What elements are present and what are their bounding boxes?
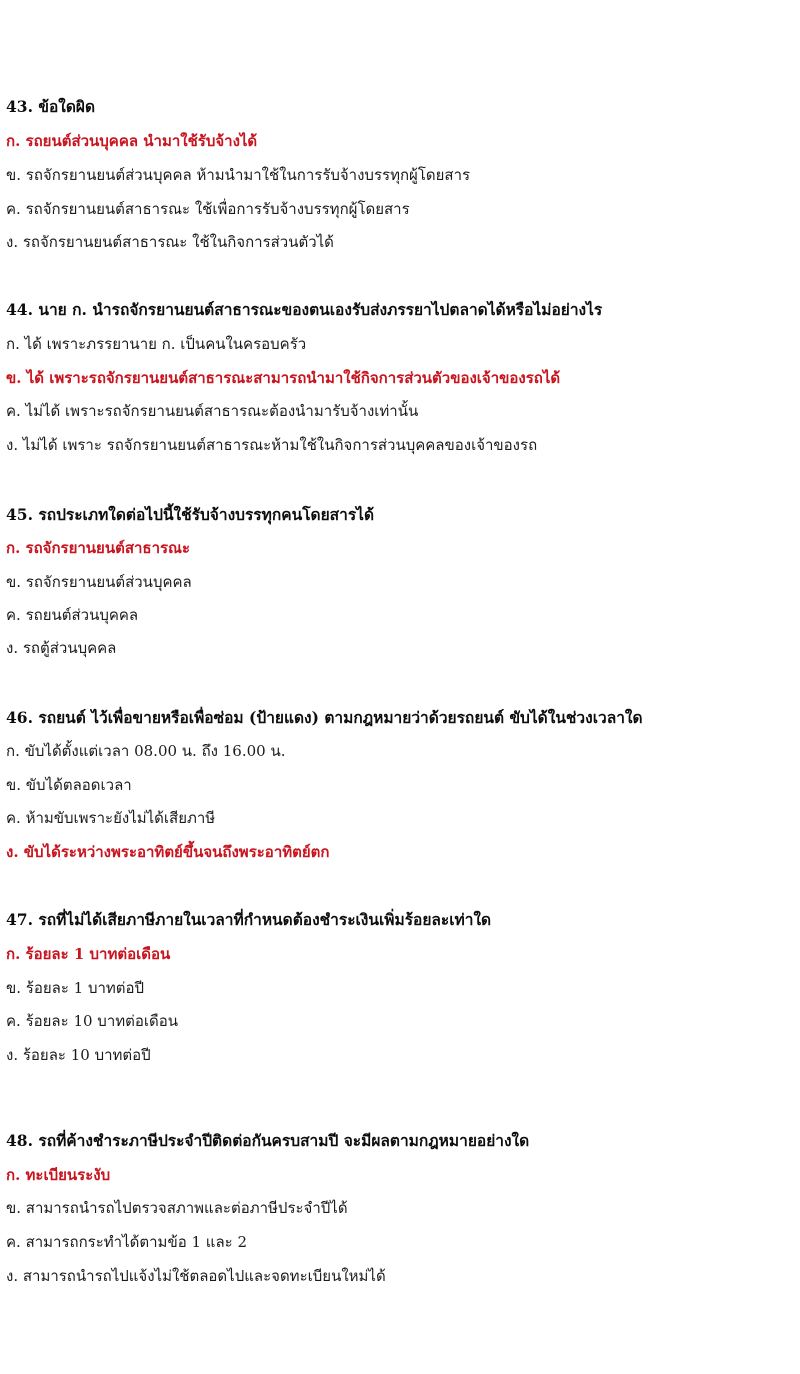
option: ค. รถจักรยานยนต์สาธารณะ ใช้เพื่อการรับจ้างบรรทุกผู้โดยสาร <box>6 200 410 218</box>
option: ข. ร้อยละ 1 บาทต่อปี <box>6 979 145 997</box>
option: ง. สามารถนำรถไปแจ้งไม่ใช้ตลอดไปและจดทะเบียนใหม่ได้ <box>6 1267 386 1285</box>
option-correct: ก. ทะเบียนระงับ <box>6 1166 111 1184</box>
option-correct: ก. รถจักรยานยนต์สาธารณะ <box>6 539 191 557</box>
option-correct: ง. ขับได้ระหว่างพระอาทิตย์ขึ้นจนถึงพระอาทิตย์ตก <box>6 843 330 861</box>
question-heading: 43. ข้อใดผิด <box>6 97 96 116</box>
option: ข. ขับได้ตลอดเวลา <box>6 776 132 794</box>
option-correct: ก. รถยนต์ส่วนบุคคล นำมาใช้รับจ้างได้ <box>6 132 258 150</box>
option: ค. ไม่ได้ เพราะรถจักรยานยนต์สาธารณะต้องนำมารับจ้างเท่านั้น <box>6 402 419 420</box>
question-heading: 46. รถยนต์ ไว้เพื่อขายหรือเพื่อซ่อม (ป้ายแดง) ตามกฎหมายว่าด้วยรถยนต์ ขับได้ในช่วงเวลาใด <box>6 708 643 727</box>
option: ง. รถตู้ส่วนบุคคล <box>6 639 117 657</box>
question-heading: 45. รถประเภทใดต่อไปนี้ใช้รับจ้างบรรทุกคนโดยสารได้ <box>6 505 375 524</box>
option: ค. ห้ามขับเพราะยังไม่ได้เสียภาษี <box>6 809 216 827</box>
option: ก. ได้ เพราะภรรยานาย ก. เป็นคนในครอบครัว <box>6 335 307 353</box>
question-heading: 48. รถที่ค้างชำระภาษีประจำปีติดต่อกันครบสามปี จะมีผลตามกฎหมายอย่างใด <box>6 1131 530 1150</box>
option: ค. ร้อยละ 10 บาทต่อเดือน <box>6 1012 179 1030</box>
question-heading: 47. รถที่ไม่ได้เสียภาษีภายในเวลาที่กำหนดต้องชำระเงินเพิ่มร้อยละเท่าใด <box>6 910 492 929</box>
option: ง. ร้อยละ 10 บาทต่อปี <box>6 1046 151 1064</box>
option: ง. ไม่ได้ เพราะ รถจักรยานยนต์สาธารณะห้ามใช้ในกิจการส่วนบุคคลของเจ้าของรถ <box>6 436 538 454</box>
option: ง. รถจักรยานยนต์สาธารณะ ใช้ในกิจการส่วนตัวได้ <box>6 233 334 251</box>
option: ค. รถยนต์ส่วนบุคคล <box>6 606 139 624</box>
option-correct: ข. ได้ เพราะรถจักรยานยนต์สาธารณะสามารถนำมาใช้กิจการส่วนตัวของเจ้าของรถได้ <box>6 369 561 387</box>
option: ก. ขับได้ตั้งแต่เวลา 08.00 น. ถึง 16.00 น. <box>6 742 286 760</box>
option: ข. รถจักรยานยนต์ส่วนบุคคล ห้ามนำมาใช้ในการรับจ้างบรรทุกผู้โดยสาร <box>6 166 471 184</box>
option: ข. รถจักรยานยนต์ส่วนบุคคล <box>6 573 192 591</box>
option-correct: ก. ร้อยละ 1 บาทต่อเดือน <box>6 945 171 963</box>
option: ค. สามารถกระทำได้ตามข้อ 1 และ 2 <box>6 1233 248 1251</box>
option: ข. สามารถนำรถไปตรวจสภาพและต่อภาษีประจำปีได้ <box>6 1199 348 1217</box>
question-heading: 44. นาย ก. นำรถจักรยานยนต์สาธารณะของตนเองรับส่งภรรยาไปตลาดได้หรือไม่อย่างไร <box>6 300 603 319</box>
